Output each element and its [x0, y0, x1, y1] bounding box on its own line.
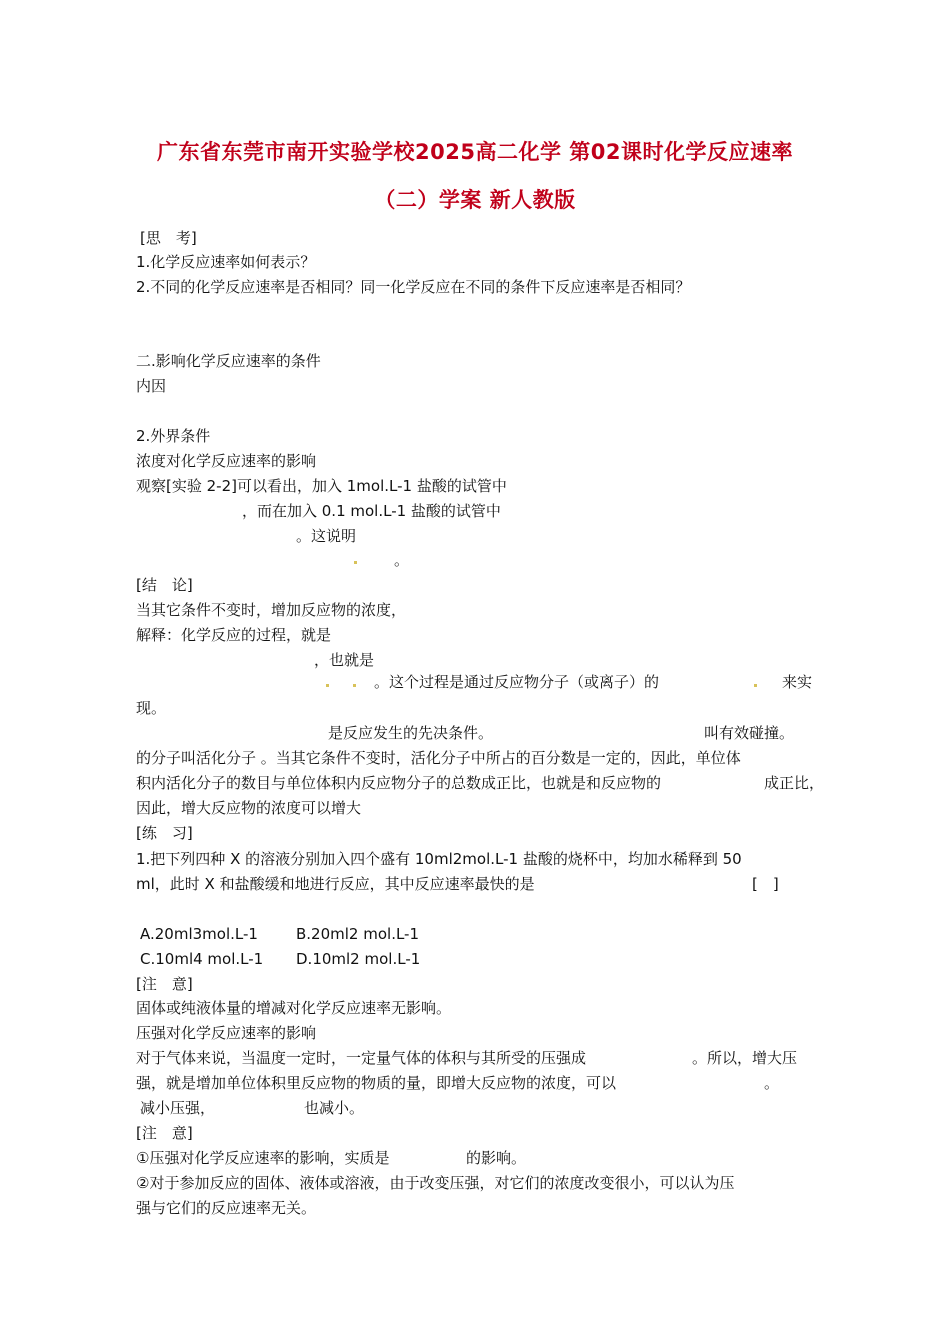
external-factor: 2.外界条件 — [136, 427, 211, 445]
mark-dot — [754, 684, 757, 687]
mark-dot — [353, 684, 356, 687]
pressure-line-3a: 减小压强， — [140, 1099, 216, 1117]
conclusion-line-9: 因此，增大反应物的浓度可以增大 — [136, 799, 362, 817]
section-2-title: 二.影响化学反应速率的条件 — [136, 352, 321, 370]
internal-factor: 内因 — [136, 377, 167, 395]
conclusion-line-8a: 积内活化分子的数目与单位体积内反应物分子的总数成正比，也就是和反应物的 — [136, 774, 662, 792]
conclusion-line-4a: 。这个过程是通过反应物分子（或离子）的 — [374, 673, 660, 691]
title-line-2: （二）学案 新人教版 — [374, 188, 576, 212]
mark-dot — [354, 561, 357, 564]
concentration-title: 浓度对化学反应速率的影响 — [136, 452, 317, 470]
title-line-1: 广东省东莞市南开实验学校2025高二化学 第02课时化学反应速率 — [157, 140, 793, 164]
conclusion-header: [结 论] — [136, 576, 193, 594]
pressure-line-1a: 对于气体来说，当温度一定时，一定量气体的体积与其所受的压强成 — [136, 1049, 587, 1067]
note-2-line-3: 强与它们的反应速率无关。 — [136, 1199, 317, 1217]
conclusion-line-6b: 叫有效碰撞。 — [704, 724, 795, 742]
observe-line-1: 观察[实验 2-2]可以看出，加入 1mol.L-1 盐酸的试管中 — [136, 477, 507, 495]
note-1-text: 固体或纯液体量的增减对化学反应速率无影响。 — [136, 999, 452, 1017]
practice-header: [练 习] — [136, 824, 193, 842]
pressure-line-3b: 也减小。 — [304, 1099, 365, 1117]
option-c: C.10ml4 mol.L-1 — [140, 950, 264, 968]
think-question-1: 1.化学反应速率如何表示？ — [136, 253, 316, 271]
note-2-line-1a: ①压强对化学反应速率的影响，实质是 — [136, 1149, 390, 1167]
conclusion-line-5: 现。 — [136, 699, 167, 717]
note-2-header: [注 意] — [136, 1124, 193, 1142]
note-1-header: [注 意] — [136, 975, 193, 993]
conclusion-line-3: ，也就是 — [314, 651, 375, 669]
option-b: B.20ml2 mol.L-1 — [296, 925, 420, 943]
conclusion-line-1: 当其它条件不变时，增加反应物的浓度， — [136, 601, 407, 619]
pressure-title: 压强对化学反应速率的影响 — [136, 1024, 317, 1042]
option-a: A.20ml3mol.L-1 — [140, 925, 258, 943]
pressure-line-1b: 。所以，增大压 — [692, 1049, 798, 1067]
observe-line-2: ，而在加入 0.1 mol.L-1 盐酸的试管中 — [242, 502, 501, 520]
conclusion-line-6a: 是反应发生的先决条件。 — [328, 724, 494, 742]
conclusion-line-4b: 来实 — [782, 673, 813, 691]
pressure-line-2b: 。 — [764, 1074, 780, 1092]
practice-question-line-1: 1.把下列四种 X 的溶液分别加入四个盛有 10ml2mol.L-1 盐酸的烧杯中，均加水稀释到 50 — [136, 850, 742, 868]
note-2-line-2: ②对于参加反应的固体、液体或溶液，由于改变压强，对它们的浓度改变很小，可以认为压 — [136, 1174, 735, 1192]
mark-dot — [326, 684, 329, 687]
answer-bracket: [ ] — [752, 875, 779, 893]
conclusion-line-2: 解释：化学反应的过程，就是 — [136, 626, 332, 644]
note-2-line-1b: 的影响。 — [466, 1149, 527, 1167]
conclusion-line-8b: 成正比， — [764, 774, 825, 792]
conclusion-line-7: 的分子叫活化分子 。当其它条件不变时，活化分子中所占的百分数是一定的，因此，单位体 — [136, 749, 741, 767]
option-d: D.10ml2 mol.L-1 — [296, 950, 421, 968]
think-question-2: 2.不同的化学反应速率是否相同？同一化学反应在不同的条件下反应速率是否相同？ — [136, 278, 691, 296]
pressure-line-2a: 强，就是增加单位体积里反应物的物质的量，即增大反应物的浓度，可以 — [136, 1074, 617, 1092]
observe-line-3: 。这说明 — [296, 527, 357, 545]
practice-question-line-2: ml，此时 X 和盐酸缓和地进行反应，其中反应速率最快的是 — [136, 875, 535, 893]
think-header: [思 考] — [140, 229, 197, 247]
observe-line-4: 。 — [394, 551, 410, 569]
